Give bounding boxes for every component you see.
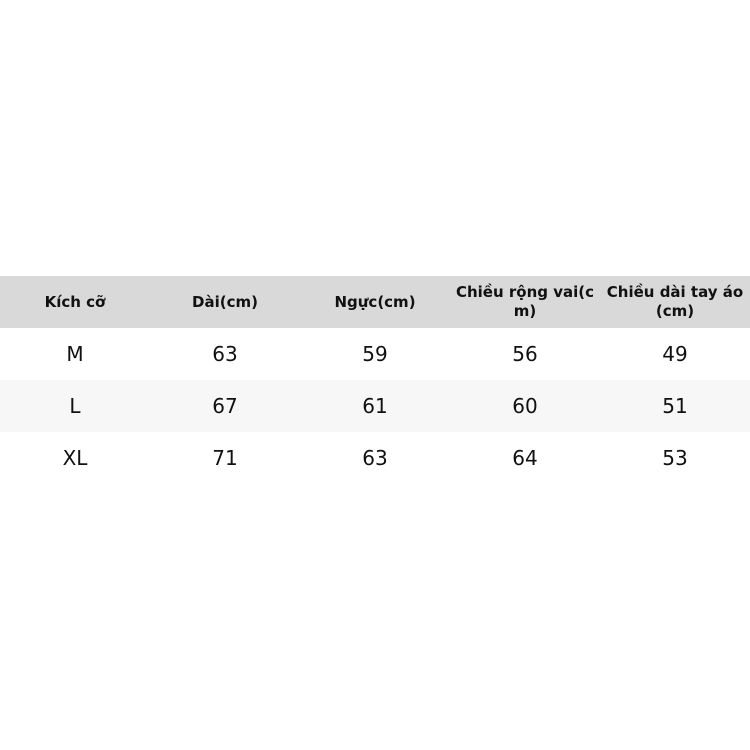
table-row <box>0 380 750 432</box>
header-length: Dài(cm) <box>192 292 258 311</box>
table-row <box>0 432 750 484</box>
header-chest: Ngực(cm) <box>334 292 416 311</box>
table-header-row <box>0 276 750 328</box>
cell-size: M <box>66 342 84 366</box>
cell-sleeve-length: 53 <box>662 446 688 470</box>
cell-sleeve-length: 49 <box>662 342 688 366</box>
cell-shoulder-width: 60 <box>512 394 538 418</box>
cell-chest: 59 <box>362 342 388 366</box>
cell-shoulder-width: 64 <box>512 446 538 470</box>
size-chart-table <box>0 276 750 484</box>
cell-chest: 63 <box>362 446 388 470</box>
cell-length: 71 <box>212 446 238 470</box>
header-size: Kích cỡ <box>44 292 106 311</box>
cell-shoulder-width: 56 <box>512 342 538 366</box>
table-row <box>0 328 750 380</box>
cell-sleeve-length: 51 <box>662 394 688 418</box>
cell-length: 67 <box>212 394 238 418</box>
cell-chest: 61 <box>362 394 388 418</box>
header-sleeve-length: Chiều dài tay áo(cm) <box>606 283 744 320</box>
cell-size: L <box>69 394 81 418</box>
cell-length: 63 <box>212 342 238 366</box>
header-shoulder-width: Chiều rộng vai(cm) <box>455 283 595 320</box>
cell-size: XL <box>62 446 88 470</box>
